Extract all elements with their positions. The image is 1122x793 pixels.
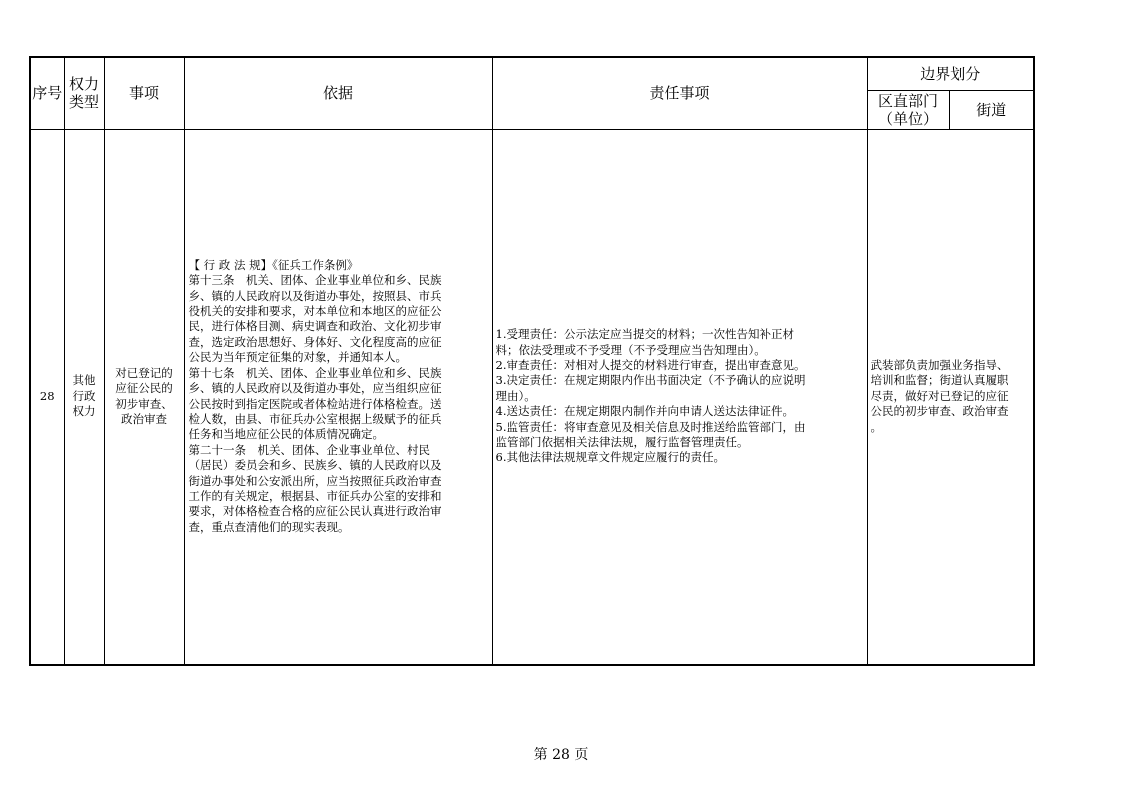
cell-basis: 【 行 政 法 规】《征兵工作条例》 第十三条 机关、团体、企业事业单位和乡、民族 乡、镇的人民政府以及街道办事处，按照县、市兵 役机关的安排和要求，对本单位和本地区的应征公 民，进行体格目测、病史调查和政治、文化初步审 查，选定政治思想好、身体好、文化程度高的应征 公民为当年预定征集的对象，并通知本人。 第十七条 机关、团体、企业事业单位和乡、民族 乡、镇的人民政府以及街道办事处，应当组织应征 公民按时到指定医院或者体检站进行体格检查。送 检人数，由县、市征兵办公室根据上级赋予的征兵 任务和当地应征公民的体质情况确定。 第二十一条 机关、团体、企业事业单位、村民 （居民）委员会和乡、民族乡、镇的人民政府以及 街道办事处和公安派出所，应当按照征兵政治审查 工作的有关规定，根据县、市征兵办公室的安排和 要求，对体格检查合格的应征公民认真进行政治审 查，重点查清他们的现实表现。 <box>184 129 492 665</box>
table-row <box>30 129 1034 665</box>
power-list-table <box>29 56 1035 666</box>
header-item: 事项 <box>104 57 184 129</box>
header-basis: 依据 <box>184 57 492 129</box>
header-seq: 序号 <box>30 57 64 129</box>
header-power-type: 权力 类型 <box>64 57 104 129</box>
header-district-dept: 区直部门 （单位） <box>867 90 949 129</box>
header-responsibility: 责任事项 <box>492 57 867 129</box>
cell-responsibility: 1.受理责任：公示法定应当提交的材料；一次性告知补正材 料；依法受理或不予受理（不予受理应当告知理由）。 2.审查责任：对相对人提交的材料进行审查，提出审查意见。 3.决定责任：在规定期限内作出书面决定（不予确认的应说明 理由）。 4.送达责任：在规定期限内制作并向申请人送达法律证件。 5.监管责任：将审查意见及相关信息及时推送给监管部门，由 监管部门依据相关法律法规，履行监督管理责任。 6.其他法律法规规章文件规定应履行的责任。 <box>492 129 867 665</box>
header-boundary: 边界划分 <box>867 57 1034 90</box>
cell-power-type: 其他 行政 权力 <box>64 129 104 665</box>
cell-item: 对已登记的 应征公民的 初步审查、 政治审查 <box>104 129 184 665</box>
page-number: 第 28 页 <box>533 747 589 763</box>
cell-street: 武装部负责加强业务指导、 培训和监督；街道认真履职 尽责，做好对已登记的应征 公民的初步审查、政治审查 。 <box>867 129 1034 665</box>
cell-seq: 28 <box>30 129 64 665</box>
header-street: 街道 <box>949 90 1034 129</box>
